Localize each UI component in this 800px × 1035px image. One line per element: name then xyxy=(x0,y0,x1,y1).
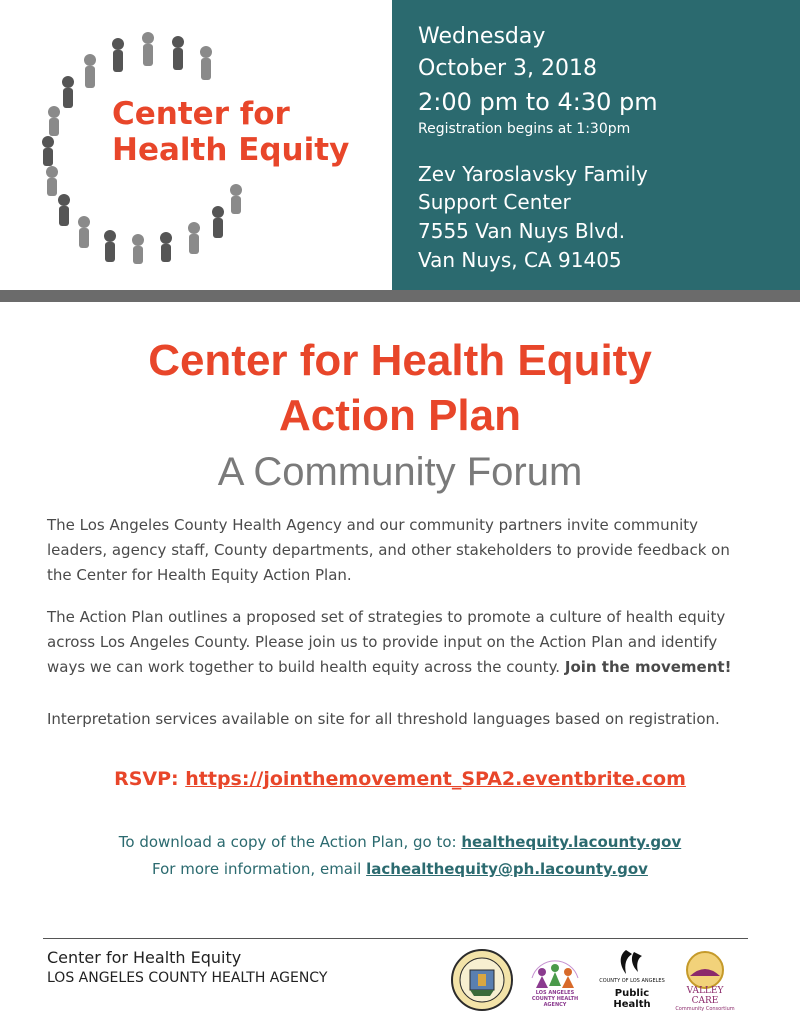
download-text: To download a copy of the Action Plan, go to: xyxy=(118,833,457,851)
logo-title-line2: Health Equity xyxy=(112,132,350,168)
public-health-logo-text: Public Health xyxy=(613,988,651,1010)
venue-name-line2: Support Center xyxy=(418,190,571,214)
registration-time: Registration begins at 1:30pm xyxy=(418,121,631,137)
page-subtitle: A Community Forum xyxy=(217,450,583,494)
logo-title-line1: Center for xyxy=(112,96,290,132)
rsvp-link[interactable]: https://jointhemovement_SPA2.eventbrite.com xyxy=(185,768,686,790)
public-health-county-text: COUNTY OF LOS ANGELES xyxy=(599,978,665,984)
page-title-line2: Action Plan xyxy=(278,391,522,440)
info-line xyxy=(0,860,800,878)
event-day: Wednesday xyxy=(418,24,546,49)
download-line xyxy=(0,833,800,851)
valley-care-logo xyxy=(672,948,738,1012)
info-email-link[interactable]: lachealthequity@ph.lacounty.gov xyxy=(366,860,648,878)
event-info-panel xyxy=(392,0,800,290)
rsvp-line xyxy=(0,768,800,790)
center-for-health-equity-logo xyxy=(0,0,392,290)
footer-divider xyxy=(43,938,748,939)
people-group-icon xyxy=(524,948,586,996)
event-date: October 3, 2018 xyxy=(418,56,598,81)
venue-address: 7555 Van Nuys Blvd. xyxy=(418,219,626,243)
valley-care-logo-text: VALLEY CARE xyxy=(686,986,724,1006)
divider-band xyxy=(0,290,800,302)
rsvp-label: RSVP: xyxy=(114,768,179,790)
info-text: For more information, email xyxy=(152,860,362,878)
header xyxy=(0,0,800,290)
footer-org-name: Center for Health Equity xyxy=(47,948,242,967)
page-title-line1: Center for Health Equity xyxy=(148,336,652,385)
logo-title xyxy=(112,96,362,168)
interpretation-paragraph: Interpretation services available on site for all threshold languages based on registration. xyxy=(47,710,720,728)
health-agency-logo xyxy=(524,948,586,1012)
intro-paragraph: The Los Angeles County Health Agency and our community partners invite community leaders, agency staff, County departments, and other stakeholders to provide feedback on the Center for Health Equity Action Plan. xyxy=(47,516,730,584)
valley-care-logo-subtext: Community Consortium xyxy=(675,1006,735,1012)
action-plan-paragraph xyxy=(47,605,759,680)
health-agency-logo-text: LOS ANGELES COUNTY HEALTH AGENCY xyxy=(531,990,579,1008)
footer-agency-name: LOS ANGELES COUNTY HEALTH AGENCY xyxy=(47,970,328,986)
venue-city: Van Nuys, CA 91405 xyxy=(418,248,622,272)
public-health-logo xyxy=(596,948,668,1012)
public-health-figure-icon xyxy=(596,948,668,978)
action-plan-text: The Action Plan outlines a proposed set of strategies to promote a culture of health equity across Los Angeles County. Please join us to provide input on the Action Plan and identify ways we can work together to build health equity across the county. xyxy=(47,608,726,676)
venue-name-line1: Zev Yaroslavsky Family xyxy=(418,162,648,186)
join-movement-text: Join the movement! xyxy=(564,658,732,676)
download-link[interactable]: healthequity.lacounty.gov xyxy=(461,833,682,851)
county-seal-icon xyxy=(450,948,514,1012)
event-time: 2:00 pm to 4:30 pm xyxy=(418,88,658,116)
